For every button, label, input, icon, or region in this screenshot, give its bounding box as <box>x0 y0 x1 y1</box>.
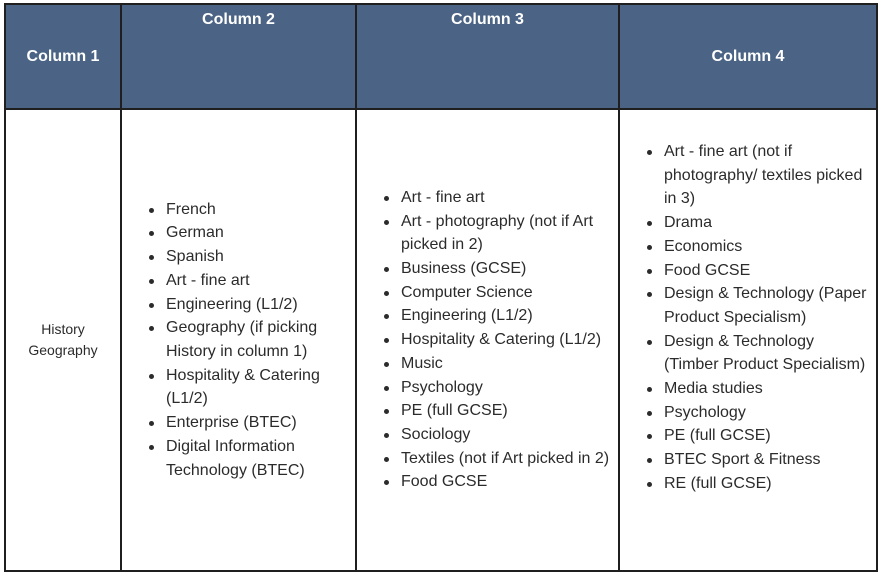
bullet-icon <box>384 433 389 438</box>
column-2-list <box>122 198 355 482</box>
list-item: PE (full GCSE) <box>664 424 876 448</box>
bullet-icon <box>384 220 389 225</box>
list-item: Digital Information Technology (BTEC) <box>166 435 355 482</box>
list-item: Business (GCSE) <box>401 257 618 281</box>
list-item: Sociology <box>401 423 618 447</box>
bullet-icon <box>647 411 652 416</box>
list-item: Psychology <box>401 376 618 400</box>
options-row <box>5 109 877 571</box>
list-item: Geography (if picking History in column 1) <box>166 316 355 363</box>
bullet-icon <box>384 457 389 462</box>
list-item: Art - fine art (not if photography/ textiles picked in 3) <box>664 140 876 211</box>
bullet-icon <box>149 326 154 331</box>
bullet-icon <box>647 434 652 439</box>
list-item: Spanish <box>166 245 355 269</box>
bullet-icon <box>149 445 154 450</box>
list-item: Textiles (not if Art picked in 2) <box>401 447 618 471</box>
bullet-icon <box>384 480 389 485</box>
list-item: French <box>166 198 355 222</box>
header-column-4 <box>619 4 877 109</box>
bullet-icon <box>384 338 389 343</box>
column-3-list <box>357 186 618 494</box>
bullet-icon <box>149 279 154 284</box>
bullet-icon <box>149 421 154 426</box>
bullet-icon <box>647 269 652 274</box>
column-4-list <box>620 140 876 496</box>
list-item: Psychology <box>664 401 876 425</box>
header-column-1-label: Column 1 <box>26 47 100 65</box>
bullet-icon <box>647 292 652 297</box>
bullet-icon <box>647 387 652 392</box>
cell-column-4 <box>619 109 877 571</box>
list-item: BTEC Sport & Fitness <box>664 448 876 472</box>
list-item: Engineering (L1/2) <box>401 304 618 328</box>
header-column-1 <box>5 4 121 109</box>
header-column-2-label: Column 2 <box>202 10 275 28</box>
header-column-3 <box>356 4 619 109</box>
list-item: German <box>166 221 355 245</box>
bullet-icon <box>647 482 652 487</box>
header-column-2 <box>121 4 356 109</box>
bullet-icon <box>384 386 389 391</box>
list-item: Hospitality & Catering (L1/2) <box>401 328 618 352</box>
list-item: Design & Technology (Paper Product Specialism) <box>664 282 876 329</box>
header-column-4-label: Column 4 <box>711 47 785 65</box>
list-item: Media studies <box>664 377 876 401</box>
bullet-icon <box>647 458 652 463</box>
bullet-icon <box>647 340 652 345</box>
column-1-item: Geography <box>28 342 98 358</box>
list-item: RE (full GCSE) <box>664 472 876 496</box>
bullet-icon <box>384 314 389 319</box>
cell-column-3 <box>356 109 619 571</box>
list-item: Art - fine art <box>401 186 618 210</box>
list-item: Enterprise (BTEC) <box>166 411 355 435</box>
bullet-icon <box>149 303 154 308</box>
bullet-icon <box>384 267 389 272</box>
bullet-icon <box>149 231 154 236</box>
list-item: Food GCSE <box>401 470 618 494</box>
bullet-icon <box>647 221 652 226</box>
bullet-icon <box>384 291 389 296</box>
bullet-icon <box>149 255 154 260</box>
cell-column-1 <box>5 109 121 571</box>
list-item: Computer Science <box>401 281 618 305</box>
options-table <box>4 3 878 572</box>
list-item: Music <box>401 352 618 376</box>
list-item: Engineering (L1/2) <box>166 293 355 317</box>
bullet-icon <box>647 245 652 250</box>
list-item: Art - fine art <box>166 269 355 293</box>
list-item: Hospitality & Catering (L1/2) <box>166 364 355 411</box>
column-1-item: History <box>41 321 85 337</box>
header-row <box>5 4 877 109</box>
bullet-icon <box>149 208 154 213</box>
bullet-icon <box>149 374 154 379</box>
list-item: Art - photography (not if Art picked in 2) <box>401 210 618 257</box>
bullet-icon <box>384 196 389 201</box>
list-item: Economics <box>664 235 876 259</box>
bullet-icon <box>384 362 389 367</box>
list-item: Drama <box>664 211 876 235</box>
list-item: PE (full GCSE) <box>401 399 618 423</box>
list-item: Design & Technology (Timber Product Specialism) <box>664 330 876 377</box>
bullet-icon <box>647 150 652 155</box>
list-item: Food GCSE <box>664 259 876 283</box>
header-column-3-label: Column 3 <box>451 10 524 28</box>
cell-column-2 <box>121 109 356 571</box>
bullet-icon <box>384 409 389 414</box>
